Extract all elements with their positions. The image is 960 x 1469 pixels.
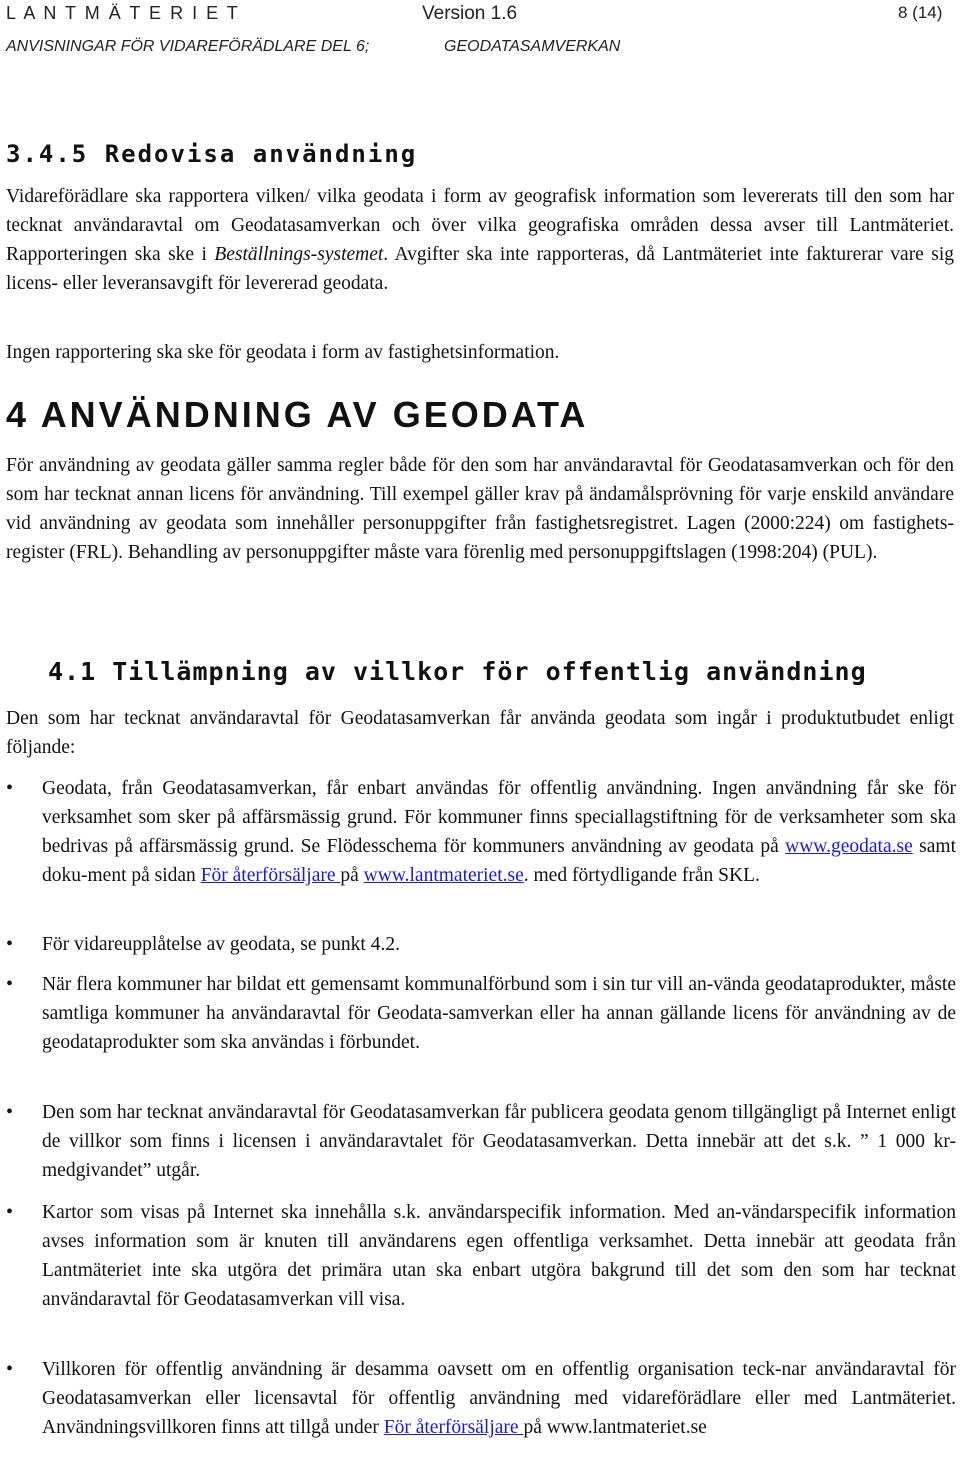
list-item-text: Kartor som visas på Internet ska innehålla s.k. användarspecifik information. Med an-vändarspecifik information avses information som är knuten till användarens egen offentliga verksamhet. Detta innebär att geodata från Lantmäteriet inte ska utgöra det primära utan ska enbart utgöra bakgrund till det som den som har tecknat användaravtal för Geodatasamverkan vill visa. [42, 1202, 956, 1310]
section-heading-4: 4 ANVÄNDNING AV GEODATA [6, 394, 589, 435]
bullet-icon: • [6, 1101, 14, 1123]
geodata-link[interactable]: www.geodata.se [785, 836, 913, 857]
section-4-paragraph: För användning av geodata gäller samma regler både för den som har användaravtal för Geodatasamverkan och för den som har tecknat annan licens för användning. Till exempel gäller krav på ändamålsprövning för varje enskild användare vid användning av geodata som innehåller personuppgifter från fastighetsregistret. Lagen (2000:224) om fastighets-register (FRL). Behandling av personuppgifter måste vara förenlig med personuppgiftslagen (1998:204) (PUL). [6, 455, 954, 563]
header-page-number: 8 (14) [898, 3, 943, 22]
section-3-4-5-paragraph-1 [6, 182, 954, 298]
header-subject: GEODATASAMVERKAN [444, 38, 621, 55]
list-item-text [42, 1355, 956, 1442]
header-org: L A N T M Ä T E R I E T [6, 3, 240, 23]
text: samt doku-ment på sidan [42, 836, 956, 886]
text: på www.lantmateriet.se [523, 1417, 707, 1438]
text: . med förtydligande från SKL. [523, 865, 760, 886]
bullet-icon: • [6, 973, 14, 995]
section-heading-4-1: 4.1 Tillämpning av villkor för offentlig användning [48, 657, 867, 686]
text: Geodata, från Geodatasamverkan, får enbart användas för offentlig användning. Ingen användning får ske för verksamhet som sker på affärsmässig grund. För kommuner finns speciallagstiftning för de verksamheter som ska bedrivas på affärsmässig grund. Se Flödesschema för kommuners användning av geodata på [42, 778, 956, 857]
list-item-text [42, 774, 956, 890]
bullet-icon: • [6, 777, 14, 799]
header-version: Version 1.6 [422, 3, 518, 24]
aterforsaljare-link[interactable]: För återförsäljare [200, 865, 341, 886]
bullet-icon: • [6, 1201, 14, 1223]
text: Villkoren för offentlig användning är desamma oavsett om en offentlig organisation teck-nar användaravtal för Geodatasamverkan eller licensavtal för offentlig användning med vidareförädlare eller med Lantmäteriet. Användningsvillkoren finns att tillgå under [42, 1359, 956, 1438]
list-item-text: För vidareupplåtelse av geodata, se punkt 4.2. [42, 934, 400, 955]
lantmateriet-link[interactable]: www.lantmateriet.se [363, 865, 524, 886]
list-item-text: Den som har tecknat användaravtal för Geodatasamverkan får publicera geodata genom tillgängligt på Internet enligt de villkor som finns i licensen i användaravtalet för Geodatasamverkan. Detta innebär att det s.k. ” 1 000 kr-medgivandet” utgår. [42, 1102, 956, 1181]
bullet-icon: • [6, 933, 14, 955]
list-item-text: När flera kommuner har bildat ett gemensamt kommunalförbund som i sin tur vill an-vända geodataprodukter, måste samtliga kommuner ha användaravtal för Geodata-samverkan eller ha annan gällande licens för användning av de geodataprodukter som ska användas i förbundet. [42, 974, 956, 1053]
section-heading-3-4-5: 3.4.5 Redovisa användning [6, 140, 418, 168]
aterforsaljare-link[interactable]: För återförsäljare [383, 1417, 524, 1438]
bullet-icon: • [6, 1358, 14, 1380]
paragraph-text: . Avgifter ska inte rapporteras, då Lantmäteriet inte fakturerar vare sig licens- eller leveransavgift för levererad geodata. [6, 244, 954, 294]
section-4-1-intro: Den som har tecknat användaravtal för Geodatasamverkan får använda geodata som ingår i produktutbudet enligt följande: [6, 708, 954, 758]
section-3-4-5-paragraph-2: Ingen rapportering ska ske för geodata i form av fastighetsinformation. [6, 342, 560, 363]
header-series: ANVISNINGAR FÖR VIDAREFÖRÄDLARE DEL 6; [6, 38, 370, 55]
text: på [340, 865, 364, 886]
paragraph-text: Vidareförädlare ska rapportera vilken/ vilka geodata i form av geografisk information som levererats till den som har tecknat användaravtal om Geodatasamverkan och över vilka geografiska områden dessa avser till Lantmäteriet. Rapporteringen ska ske i [6, 186, 954, 265]
italic-term: Beställnings-systemet [214, 244, 384, 265]
